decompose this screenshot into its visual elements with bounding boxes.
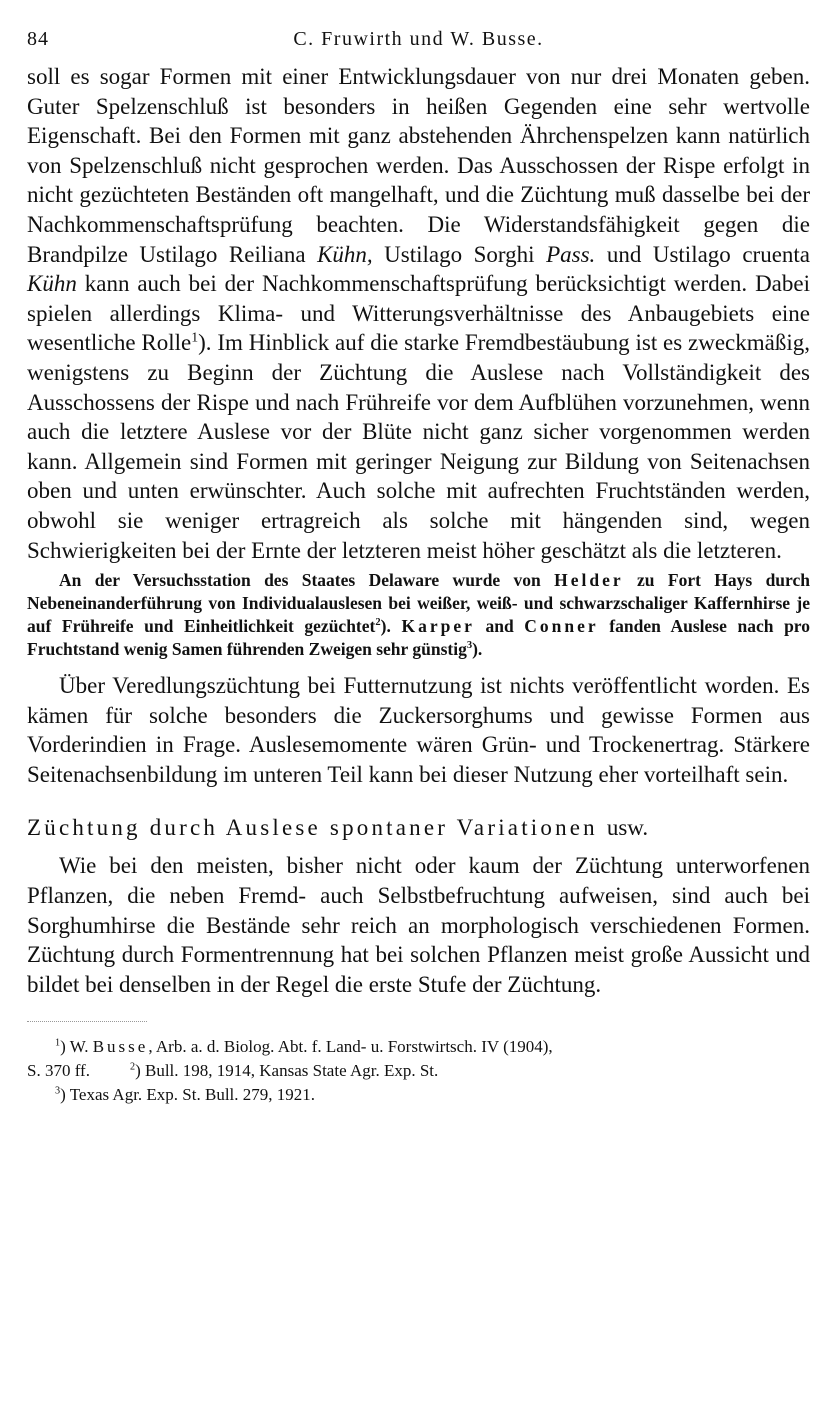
name-helder: Helder [554, 570, 624, 591]
paragraph-1-text-a: soll es sogar Formen mit einer Entwicklungsdauer von nur drei Monaten geben. Guter Spelzenschluß ist besonders in heißen Gegenden eine sehr wertvolle Eigenschaft. Bei den Formen mit ganz abstehenden Ährchenspelzen kann natürlich von Spelzenschluß nicht gesprochen werden. Das Ausschossen der Rispe erfolgt in nicht gezüchteten Beständen oft mangelhaft, und die Züchtung muß dasselbe bei der Nachkommenschaftsprüfung beachten. Die Widerstandsfähigkeit gegen die Brandpilze Ustilago Reiliana [27, 64, 810, 267]
name-conner: Conner [524, 616, 599, 637]
footnote-1-mark: 1 [55, 1037, 61, 1049]
paragraph-1-text-b: Ustilago Sorghi [372, 241, 547, 267]
footnote-3: $^3$) Texas Agr. Exp. St. Bull. 279, 1921. [55, 1085, 316, 1105]
footnote-ref-3[interactable]: 3 [466, 640, 473, 652]
footnote-1-text: , Arb. a. d. Biolog. Abt. f. Land- u. Forstwirtsch. IV (1904), [148, 1037, 553, 1057]
small-text-e: fanden Auslese nach pro Fruchtstand wenig Samen führenden Zweigen sehr günstig [27, 616, 811, 660]
footnote-2-text: Bull. 198, 1914, Kansas State Agr. Exp. St. [145, 1061, 439, 1081]
footnotes [27, 1035, 810, 1107]
footnote-1-author: Busse [92, 1037, 149, 1057]
section-heading-suffix: usw. [606, 815, 649, 841]
author-abbrev-kuehn: Kühn, [317, 241, 373, 267]
footnote-2-mark: 2 [129, 1061, 136, 1073]
paragraph-1-text-e: ). Im Hinblick auf die starke Fremdbestäubung ist es zweckmäßig, wenigstens zu Beginn der Züchtung die Auslese nach Vollständigkeit des Ausschossens der Rispe und nach Frühreife vor dem Aufblühen vorzunehmen, wenn auch die letztere Auslese vor der Blüte nicht ganz sicher vorgenommen werden kann. Allgemein sind Formen mit geringer Neigung zur Bildung von Seitenachsen oben und unten erwünschter. Auch solche mit aufrechten Fruchtständen werden, obwohl sie weniger ertragreich als solche mit hängenden sind, wegen Schwierigkeiten bei der Ernte der letzteren meist höher geschätzt als die letzteren. [27, 330, 810, 563]
footnote-ref-2[interactable]: 2 [375, 617, 381, 629]
footnote-3-mark: 3 [55, 1085, 61, 1097]
paragraph-1 [27, 62, 810, 565]
paragraph-1-text-d: kann auch bei der Nachkommenschaftsprüfung berücksichtigt werden. Dabei spielen allerdings Klima- und Witterungsverhältnisse des Anbaugebiets eine wesentliche Rolle [27, 271, 810, 356]
footnote-divider [27, 1021, 147, 1022]
section-heading-main: Züchtung durch Auslese spontaner Variationen [27, 815, 598, 841]
name-karper: Karper [401, 616, 475, 637]
running-title: C. Fruwirth und W. Busse. [293, 28, 544, 50]
small-text-b: zu Fort Hays durch Nebeneinanderführung von Individualauslesen bei weißer, weiß- und schwarzschaliger Kaffernhirse je auf Frühreife und Einheitlichkeit gezüchtet [27, 570, 810, 637]
author-abbrev-kuehn-2: Kühn [27, 271, 77, 297]
author-abbrev-pass: Pass. [546, 241, 596, 267]
small-text-c: ). [380, 616, 402, 637]
footnote-1-continued: S. 370 ff. [27, 1061, 90, 1081]
footnote-1: $^1$) W. Busse, Arb. a. d. Biolog. Abt. f. Land- u. Forstwirtsch. IV (1904), [55, 1037, 553, 1057]
footnote-1-continued-line: S. 370 ff. $^2$) Bull. 198, 1914, Kansas State Agr. Exp. St. [27, 1061, 439, 1081]
small-print-paragraph [27, 569, 810, 661]
footnote-ref-1[interactable]: 1 [191, 329, 199, 345]
small-text-d: and [474, 616, 525, 637]
footnote-1-initial: W. [69, 1037, 93, 1057]
paragraph-3: Wie bei den meisten, bisher nicht oder kaum der Züchtung unterworfenen Pflanzen, die neben Fremd- auch Selbstbefruchtung aufweisen, sind auch bei Sorghumhirse die Bestände sehr reich an morphologisch verschiedenen Formen. Züchtung durch Formentrennung hat bei solchen Pflanzen meist große Aussicht und bildet bei denselben in der Regel die erste Stufe der Züchtung. [27, 853, 810, 997]
paragraph-2: Über Veredlungszüchtung bei Futternutzung ist nichts veröffentlicht worden. Es kämen für solche besonders die Zuckersorghums und gewisse Formen aus Vorderindien in Frage. Auslesemomente wären Grün- und Trockenertrag. Stärkere Seitenachsenbildung im unteren Teil kann bei dieser Nutzung eher vorteilhaft sein. [27, 673, 810, 787]
small-text-a: An der Versuchsstation des Staates Delaware wurde von [59, 570, 555, 591]
small-text-f: ). [472, 639, 483, 660]
footnote-3-text: Texas Agr. Exp. St. Bull. 279, 1921. [69, 1085, 316, 1105]
document-page [27, 28, 810, 1107]
paragraph-1-text-c: und Ustilago cruenta [595, 241, 810, 267]
page-number: 84 [27, 28, 49, 50]
section-heading [27, 815, 810, 841]
page-header [27, 28, 810, 62]
